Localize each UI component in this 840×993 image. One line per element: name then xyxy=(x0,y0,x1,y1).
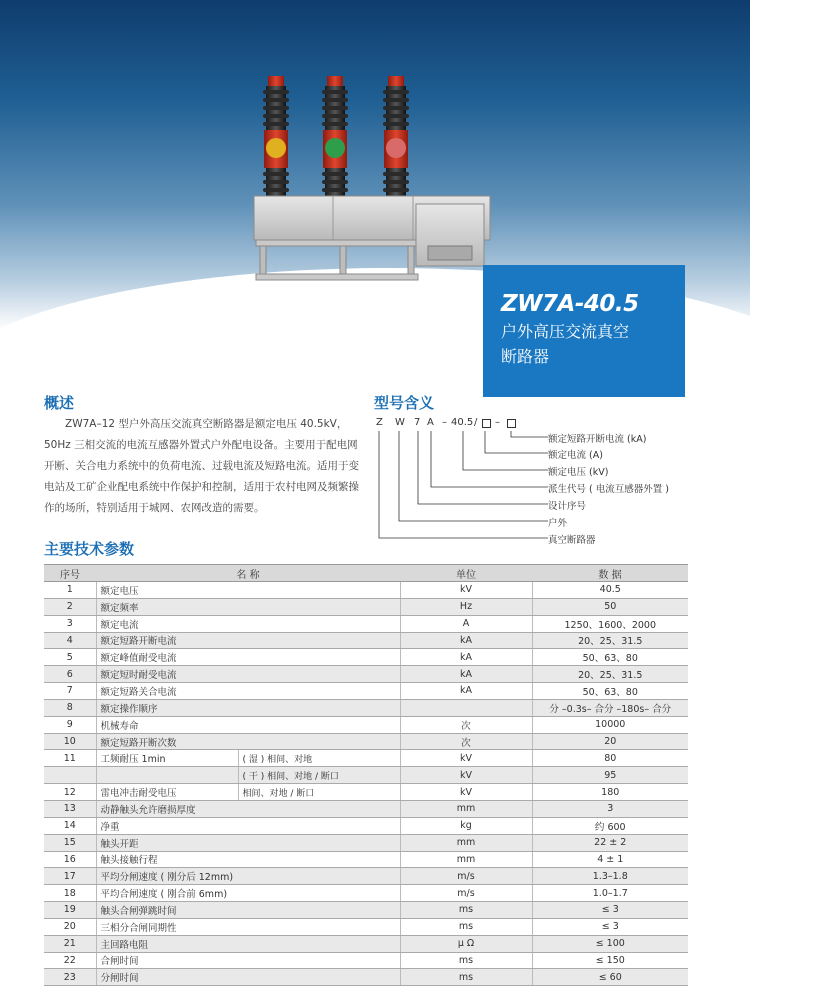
cell-unit: ms xyxy=(400,918,532,935)
label-outdoor: 户外 xyxy=(548,518,568,529)
spec-table xyxy=(44,564,688,986)
cell-value: 80 xyxy=(532,750,688,767)
cell-name: 额定短路关合电流 xyxy=(96,683,400,700)
table-row xyxy=(44,834,688,851)
cell-no: 4 xyxy=(44,632,96,649)
table-row xyxy=(44,716,688,733)
cell-unit: ms xyxy=(400,969,532,986)
cell-value: 分 –0.3s– 合分 –180s– 合分 xyxy=(532,699,688,716)
cell-value: 95 xyxy=(532,767,688,784)
cell-unit: mm xyxy=(400,834,532,851)
cell-unit: μ Ω xyxy=(400,935,532,952)
cell-no: 22 xyxy=(44,952,96,969)
code-char-a: A xyxy=(427,417,434,428)
table-row xyxy=(44,817,688,834)
cell-value: ≤ 150 xyxy=(532,952,688,969)
cell-no: 21 xyxy=(44,935,96,952)
vacuum-circuit-breaker-illustration xyxy=(248,68,493,284)
cell-no: 17 xyxy=(44,868,96,885)
code-voltage: 40.5 xyxy=(451,417,474,428)
cell-value: ≤ 3 xyxy=(532,902,688,919)
cell-name: 动静触头允许磨损厚度 xyxy=(96,800,400,817)
table-header-row xyxy=(44,565,688,582)
cell-no: 20 xyxy=(44,918,96,935)
cell-no: 6 xyxy=(44,666,96,683)
cell-value: 20、25、31.5 xyxy=(532,666,688,683)
cell-unit: kA xyxy=(400,683,532,700)
cell-name: 三相分合闸同期性 xyxy=(96,918,400,935)
cell-unit: kV xyxy=(400,750,532,767)
cell-name: 雷电冲击耐受电压 xyxy=(96,784,238,801)
code-dash-2: – xyxy=(495,417,500,428)
table-row xyxy=(44,851,688,868)
cell-no: 10 xyxy=(44,733,96,750)
specs-heading: 主要技术参数 xyxy=(44,540,135,558)
cell-no: 13 xyxy=(44,800,96,817)
cell-value: 20 xyxy=(532,733,688,750)
cell-name: 平均分闸速度 ( 刚分后 12mm) xyxy=(96,868,400,885)
cell-name: 额定短路开断次数 xyxy=(96,733,400,750)
table-row xyxy=(44,868,688,885)
cell-name: 额定峰值耐受电流 xyxy=(96,649,400,666)
code-dash-1: – xyxy=(442,417,447,428)
cell-unit: 次 xyxy=(400,716,532,733)
table-row xyxy=(44,582,688,599)
cell-unit: ms xyxy=(400,952,532,969)
label-derivative-code: 派生代号 ( 电流互感器外置 ) xyxy=(548,484,669,495)
cell-name: 合闸时间 xyxy=(96,952,400,969)
cell-no: 5 xyxy=(44,649,96,666)
cell-value: ≤ 3 xyxy=(532,918,688,935)
code-char-7: 7 xyxy=(414,417,421,428)
cell-value: 1250、1600、2000 xyxy=(532,615,688,632)
cell-name: 净重 xyxy=(96,817,400,834)
cell-value: 10000 xyxy=(532,716,688,733)
cell-no: 15 xyxy=(44,834,96,851)
model-title: ZW7A-40.5 xyxy=(501,291,639,317)
cell-name: 主回路电阻 xyxy=(96,935,400,952)
overview-text: ZW7A–12 型户外高压交流真空断路器是额定电压 40.5kV，50Hz 三相交流的电流互感器外置式户外配电设备。主要用于配电网开断、关合电力系统中的负荷电流、过载电流及短路电流。适用于变电站及工矿企业配电系统中作保护和控制，适用于农村电网及频繁操作的场所，特别适用于城网、农网改造的需要。 xyxy=(44,418,359,514)
cell-name: 平均合闸速度 ( 刚合前 6mm) xyxy=(96,885,400,902)
model-leader-lines xyxy=(370,425,560,555)
hero-banner xyxy=(0,0,750,366)
cell-unit: kV xyxy=(400,582,532,599)
model-meaning-heading: 型号含义 xyxy=(374,394,435,412)
cell-no: 2 xyxy=(44,598,96,615)
cell-unit: mm xyxy=(400,851,532,868)
cell-unit: 次 xyxy=(400,733,532,750)
table-row xyxy=(44,784,688,801)
table-row xyxy=(44,969,688,986)
cell-no: 23 xyxy=(44,969,96,986)
cell-no: 14 xyxy=(44,817,96,834)
cell-no: 16 xyxy=(44,851,96,868)
header-name: 名 称 xyxy=(96,565,400,582)
table-row xyxy=(44,649,688,666)
cell-no: 3 xyxy=(44,615,96,632)
label-rated-voltage: 额定电压 (kV) xyxy=(548,467,609,478)
spec-table-body xyxy=(44,582,688,986)
cell-unit: m/s xyxy=(400,868,532,885)
table-row xyxy=(44,598,688,615)
cell-name: 额定短路开断电流 xyxy=(96,632,400,649)
cell-name: 触头接触行程 xyxy=(96,851,400,868)
cell-unit: Hz xyxy=(400,598,532,615)
table-row xyxy=(44,699,688,716)
label-vacuum-breaker: 真空断路器 xyxy=(548,535,596,546)
product-name-line2: 断路器 xyxy=(501,347,550,366)
code-char-z: Z xyxy=(376,417,383,428)
cell-value: 50 xyxy=(532,598,688,615)
table-row xyxy=(44,632,688,649)
cell-unit: kA xyxy=(400,632,532,649)
title-box xyxy=(483,265,685,397)
cell-value: 20、25、31.5 xyxy=(532,632,688,649)
cell-no: 9 xyxy=(44,716,96,733)
cell-name: 触头开距 xyxy=(96,834,400,851)
cell-no: 19 xyxy=(44,902,96,919)
cell-value: 50、63、80 xyxy=(532,683,688,700)
cell-no: 11 xyxy=(44,750,96,767)
cell-name xyxy=(96,767,238,784)
cell-unit: ms xyxy=(400,902,532,919)
cell-no: 12 xyxy=(44,784,96,801)
cell-unit: mm xyxy=(400,800,532,817)
cell-value: 1.0–1.7 xyxy=(532,885,688,902)
cell-name: 额定操作顺序 xyxy=(96,699,400,716)
table-row xyxy=(44,767,688,784)
cell-value: ≤ 100 xyxy=(532,935,688,952)
header-value: 数 据 xyxy=(532,565,688,582)
cell-value: 3 xyxy=(532,800,688,817)
cell-name: 额定电压 xyxy=(96,582,400,599)
table-row xyxy=(44,800,688,817)
cell-name: 工频耐压 1min xyxy=(96,750,238,767)
cell-sub: 相间、对地 / 断口 xyxy=(238,784,400,801)
cell-name: 额定短时耐受电流 xyxy=(96,666,400,683)
cell-no xyxy=(44,767,96,784)
cell-value: 约 600 xyxy=(532,817,688,834)
cell-unit: A xyxy=(400,615,532,632)
cell-value: 180 xyxy=(532,784,688,801)
cell-no: 18 xyxy=(44,885,96,902)
table-row xyxy=(44,885,688,902)
code-char-w: W xyxy=(395,417,405,428)
cell-name: 分闸时间 xyxy=(96,969,400,986)
cell-name: 机械寿命 xyxy=(96,716,400,733)
cell-no: 7 xyxy=(44,683,96,700)
cell-value: 1.3–1.8 xyxy=(532,868,688,885)
cell-value: ≤ 60 xyxy=(532,969,688,986)
cell-value: 22 ± 2 xyxy=(532,834,688,851)
cell-no: 8 xyxy=(44,699,96,716)
header-unit: 单位 xyxy=(400,565,532,582)
cell-sub: ( 干 ) 相间、对地 / 断口 xyxy=(238,767,400,784)
table-row xyxy=(44,733,688,750)
cell-unit: kA xyxy=(400,666,532,683)
overview-heading: 概述 xyxy=(44,394,75,412)
cell-unit: kV xyxy=(400,767,532,784)
label-rated-current: 额定电流 (A) xyxy=(548,450,603,461)
table-row xyxy=(44,918,688,935)
table-row xyxy=(44,683,688,700)
cell-unit: kA xyxy=(400,649,532,666)
table-row xyxy=(44,750,688,767)
table-row xyxy=(44,935,688,952)
table-row xyxy=(44,902,688,919)
cell-name: 额定频率 xyxy=(96,598,400,615)
label-design-no: 设计序号 xyxy=(548,501,587,512)
cell-unit: m/s xyxy=(400,885,532,902)
code-slash: / xyxy=(474,417,478,428)
label-breaking-current: 额定短路开断电流 (kA) xyxy=(548,434,647,445)
product-name-line1: 户外高压交流真空 xyxy=(501,322,630,341)
table-row xyxy=(44,952,688,969)
cell-name: 触头合闸弹跳时间 xyxy=(96,902,400,919)
header-no: 序号 xyxy=(44,565,96,582)
cell-name: 额定电流 xyxy=(96,615,400,632)
table-row xyxy=(44,615,688,632)
cell-unit xyxy=(400,699,532,716)
cell-unit: kV xyxy=(400,784,532,801)
cell-value: 40.5 xyxy=(532,582,688,599)
cell-value: 50、63、80 xyxy=(532,649,688,666)
cell-unit: kg xyxy=(400,817,532,834)
cell-value: 4 ± 1 xyxy=(532,851,688,868)
cell-sub: ( 湿 ) 相间、对地 xyxy=(238,750,400,767)
cell-no: 1 xyxy=(44,582,96,599)
table-row xyxy=(44,666,688,683)
hero-wave xyxy=(0,268,840,388)
